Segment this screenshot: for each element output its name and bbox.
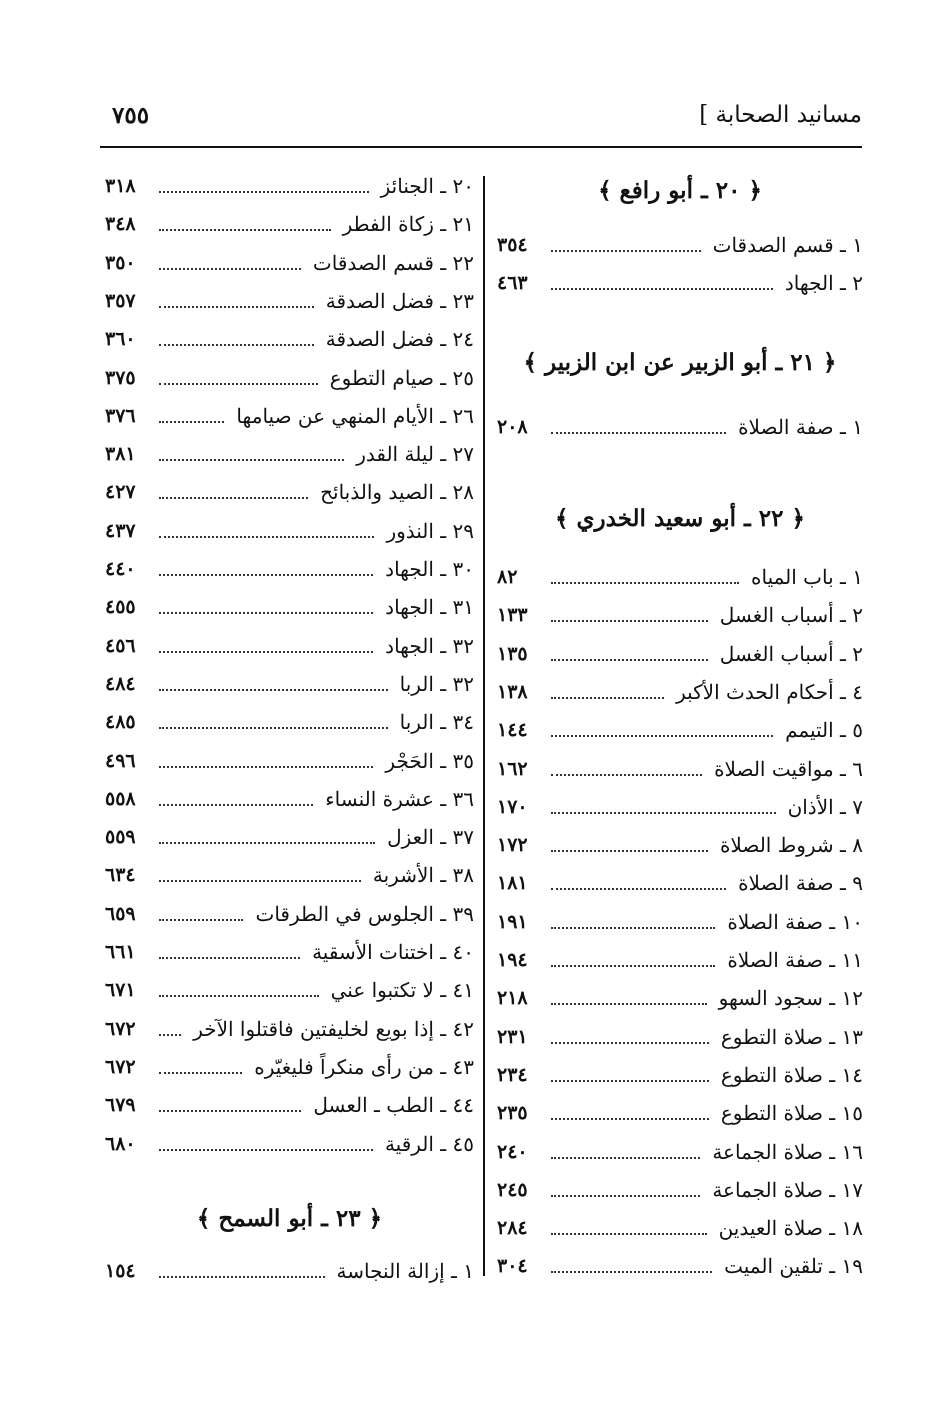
dot-leader	[551, 288, 773, 290]
entry-page-number: ٥٥٩	[105, 826, 136, 849]
entry-title: ٣٤ ـ الربا	[399, 710, 474, 735]
entry-page-number: ٦٥٩	[105, 902, 136, 925]
dot-leader	[159, 268, 301, 270]
toc-entry	[497, 410, 863, 444]
toc-entry	[105, 169, 474, 203]
entry-page-number: ٢٣٤	[497, 1063, 528, 1086]
toc-entry	[105, 590, 474, 624]
dot-leader	[159, 957, 300, 959]
entry-page-number: ٤٥٦	[105, 634, 136, 657]
entry-title: ٣١ ـ الجهاد	[385, 595, 474, 620]
entry-title: ١ ـ باب المياه	[751, 565, 863, 589]
toc-entry	[105, 475, 474, 509]
entry-page-number: ٣٠٤	[497, 1255, 528, 1278]
entry-title: ١ ـ قسم الصدقات	[712, 233, 863, 257]
dot-leader	[159, 919, 243, 921]
entry-page-number: ١٩١	[497, 910, 528, 933]
dot-leader	[551, 1042, 709, 1044]
entry-page-number: ٦٧٢	[105, 1017, 136, 1040]
toc-entry	[497, 1096, 863, 1130]
dot-leader	[159, 727, 388, 729]
entry-title: ١٨ ـ صلاة العيدين	[718, 1216, 863, 1241]
entry-title: ٢٨ ـ الصيد والذبائح	[320, 480, 474, 505]
dot-leader	[159, 842, 375, 844]
entry-page-number: ٣٧٥	[105, 366, 136, 389]
entry-page-number: ٣١٨	[105, 175, 136, 197]
entry-title: ٢٠ ـ الجنائز	[380, 174, 474, 198]
dot-leader	[551, 812, 776, 814]
entry-page-number: ١٧٠	[497, 795, 528, 818]
entry-page-number: ٤٤٠	[105, 558, 136, 580]
entry-page-number: ٣٥٤	[497, 234, 528, 256]
toc-entry	[105, 284, 474, 318]
entry-page-number: ٤٩٦	[105, 749, 136, 772]
dot-leader	[551, 250, 701, 252]
entry-title: ٢٧ ـ ليلة القدر	[356, 442, 474, 467]
dot-leader	[551, 1195, 700, 1197]
entry-page-number: ٣٤٨	[105, 213, 136, 236]
entry-title: ٤ ـ أحكام الحدث الأكبر	[676, 679, 863, 704]
entry-page-number: ١٥٤	[105, 1260, 136, 1282]
entry-page-number: ١٣٥	[497, 642, 528, 665]
toc-entry	[497, 790, 863, 824]
entry-title: ١٢ ـ سجود السهو	[718, 986, 863, 1011]
entry-page-number: ٣٥٧	[105, 289, 136, 312]
toc-entry	[105, 935, 474, 969]
dot-leader	[551, 1118, 709, 1120]
entry-page-number: ٢٨٤	[497, 1217, 528, 1240]
dot-leader	[159, 766, 373, 768]
header-rule	[100, 146, 862, 148]
toc-entry	[105, 973, 474, 1007]
entry-page-number: ٤٨٥	[105, 711, 136, 734]
entry-page-number: ٣٥٠	[105, 251, 136, 274]
entry-page-number: ١٦٢	[497, 757, 528, 780]
dot-leader	[551, 1157, 700, 1159]
toc-entry	[105, 897, 474, 931]
section-heading: ﴿ ٢١ ـ أبو الزبير عن ابن الزبير ﴾	[523, 348, 837, 376]
toc-entry	[105, 1127, 474, 1161]
entry-page-number: ١٧٢	[497, 834, 528, 857]
entry-title: ٣٦ ـ عشرة النساء	[325, 786, 474, 811]
entry-page-number: ١٩٤	[497, 949, 528, 971]
entry-page-number: ٣٦٠	[105, 328, 136, 351]
dot-leader	[551, 774, 702, 776]
entry-title: ٢٢ ـ قسم الصدقات	[312, 250, 474, 275]
entry-page-number: ٢١٨	[497, 987, 528, 1010]
toc-entry	[497, 560, 863, 594]
dot-leader	[159, 995, 319, 997]
entry-title: ٩ ـ صفة الصلاة	[738, 871, 863, 896]
entry-title: ٢١ ـ زكاة الفطر	[342, 212, 474, 237]
toc-entry	[497, 598, 863, 632]
dot-leader	[159, 880, 361, 882]
dot-leader	[159, 229, 331, 231]
toc-entry	[105, 858, 474, 892]
dot-leader	[551, 659, 708, 661]
toc-entry	[497, 1135, 863, 1169]
dot-leader	[159, 804, 313, 806]
entry-title: ٣٠ ـ الجهاد	[385, 557, 474, 581]
entry-title: ٤٠ ـ اختنات الأسقية	[312, 940, 474, 964]
entry-title: ١ ـ إزالة النجاسة	[336, 1259, 474, 1283]
entry-title: ٢٤ ـ فضل الصدقة	[325, 327, 474, 352]
toc-entry	[105, 552, 474, 586]
section-heading: ﴿ ٢٢ ـ أبو سعيد الخدري ﴾	[555, 504, 805, 532]
entry-page-number: ٦٧١	[105, 979, 136, 1002]
dot-leader	[159, 689, 388, 691]
entry-page-number: ٦٣٤	[105, 864, 136, 887]
entry-page-number: ٣٧٦	[105, 404, 136, 427]
entry-title: ٣٢ ـ الجهاد	[385, 633, 474, 658]
entry-page-number: ٤٢٧	[105, 481, 136, 504]
toc-entry	[497, 1173, 863, 1207]
toc-entry	[105, 1088, 474, 1122]
entry-title: ٤١ ـ لا تكتبوا عني	[330, 978, 474, 1003]
toc-entry	[105, 246, 474, 280]
entry-title: ١١ ـ صفة الصلاة	[727, 948, 863, 972]
entry-page-number: ٢٣١	[497, 1025, 528, 1048]
entry-page-number: ٦٦١	[105, 941, 136, 963]
dot-leader	[159, 1072, 242, 1074]
page-header	[100, 96, 862, 142]
dot-leader	[159, 459, 344, 461]
entry-page-number: ٢٤٥	[497, 1178, 528, 1201]
toc-entry	[105, 437, 474, 471]
dot-leader	[159, 1110, 301, 1112]
entry-title: ٢ ـ أسباب الغسل	[719, 603, 863, 628]
entry-title: ١ ـ صفة الصلاة	[738, 415, 863, 439]
toc-entry	[497, 637, 863, 671]
toc-entry	[105, 1050, 474, 1084]
entry-title: ٢٥ ـ صيام التطوع	[329, 365, 474, 390]
section-heading: ﴿ ٢٠ ـ أبو رافع ﴾	[598, 176, 762, 204]
entry-page-number: ٥٥٨	[105, 787, 136, 810]
entry-title: ١٤ ـ صلاة التطوع	[720, 1062, 863, 1087]
dot-leader	[551, 1080, 709, 1082]
entry-title: ٦ ـ مواقيت الصلاة	[714, 756, 863, 781]
entry-title: ٣٥ ـ الحَجْر	[385, 748, 474, 773]
page-number: ٧٥٥	[112, 102, 150, 129]
toc-entry	[105, 207, 474, 241]
dot-leader	[551, 1233, 707, 1235]
entry-title: ٤٣ ـ من رأى منكراً فليغيّره	[254, 1054, 474, 1079]
dot-leader	[159, 421, 224, 423]
toc-entry	[497, 943, 863, 977]
dot-leader	[551, 432, 726, 434]
entry-page-number: ٦٧٢	[105, 1055, 136, 1078]
dot-leader	[159, 651, 373, 653]
toc-entry	[105, 361, 474, 395]
entry-page-number: ٢٤٠	[497, 1140, 528, 1163]
entry-title: ١٥ ـ صلاة التطوع	[720, 1101, 863, 1126]
entry-title: ٥ ـ التيمم	[785, 718, 863, 743]
entry-title: ٤٥ ـ الرقية	[384, 1131, 474, 1156]
entry-title: ٢٦ ـ الأيام المنهي عن صيامها	[236, 403, 474, 428]
dot-leader	[159, 191, 369, 193]
entry-page-number: ٦٧٩	[105, 1094, 136, 1117]
toc-entry	[105, 705, 474, 739]
entry-page-number: ٦٨٠	[105, 1132, 136, 1155]
entry-title: ١٣ ـ صلاة التطوع	[720, 1024, 863, 1049]
entry-title: ٣٩ ـ الجلوس في الطرقات	[255, 901, 474, 926]
toc-entry	[497, 1249, 863, 1283]
section-heading: ﴿ ٢٣ ـ أبو السمح ﴾	[196, 1204, 383, 1232]
entry-title: ٣٨ ـ الأشربة	[372, 863, 474, 888]
entry-title: ٨ ـ شروط الصلاة	[719, 833, 863, 858]
dot-leader	[159, 344, 314, 346]
dot-leader	[159, 497, 308, 499]
entry-page-number: ١٤٤	[497, 719, 528, 742]
toc-entry	[497, 266, 863, 300]
dot-leader	[159, 574, 373, 576]
toc-entry	[105, 744, 474, 778]
toc-entry	[497, 1211, 863, 1245]
dot-leader	[551, 1271, 712, 1273]
toc-entry	[105, 514, 474, 548]
entry-title: ٤٤ ـ الطب ـ العسل	[313, 1093, 474, 1118]
entry-title: ٣٢ ـ الربا	[399, 671, 474, 696]
dot-leader	[551, 965, 715, 967]
entry-title: ٢ ـ أسباب الغسل	[719, 641, 863, 666]
dot-leader	[551, 927, 715, 929]
toc-entry	[105, 322, 474, 356]
toc-entry	[497, 981, 863, 1015]
column-divider	[483, 176, 485, 1276]
dot-leader	[551, 582, 739, 584]
entry-title: ٣٧ ـ العزل	[387, 825, 474, 850]
entry-page-number: ١٨١	[497, 872, 528, 895]
running-title: مسانيد الصحابة ]	[699, 102, 862, 128]
toc-entry	[497, 228, 863, 262]
toc-entry	[497, 713, 863, 747]
toc-entry	[105, 782, 474, 816]
toc-entry	[105, 629, 474, 663]
entry-title: ١٦ ـ صلاة الجماعة	[712, 1139, 863, 1164]
dot-leader	[159, 306, 314, 308]
entry-title: ٢٣ ـ فضل الصدقة	[325, 288, 474, 313]
entry-title: ٢ ـ الجهاد	[784, 271, 863, 296]
dot-leader	[551, 1003, 707, 1005]
dot-leader	[551, 735, 773, 737]
dot-leader	[551, 620, 708, 622]
toc-entry	[497, 1058, 863, 1092]
entry-title: ٢٩ ـ النذور	[386, 518, 474, 543]
dot-leader	[159, 1276, 325, 1278]
entry-page-number: ٤٨٤	[105, 672, 136, 695]
dot-leader	[551, 850, 708, 852]
dot-leader	[159, 1149, 373, 1151]
toc-entry	[497, 866, 863, 900]
dot-leader	[159, 612, 373, 614]
entry-page-number: ٣٨١	[105, 443, 136, 466]
entry-page-number: ١٣٣	[497, 604, 528, 627]
toc-entry	[105, 667, 474, 701]
entry-page-number: ٤٦٣	[497, 272, 528, 295]
toc-entry	[497, 1020, 863, 1054]
toc-entry	[105, 1012, 474, 1046]
entry-title: ٤٢ ـ إذا بويع لخليفتين فاقتلوا الآخر	[193, 1016, 474, 1041]
toc-entry	[497, 675, 863, 709]
entry-title: ٧ ـ الأذان	[787, 794, 863, 819]
entry-page-number: ٤٥٥	[105, 596, 136, 619]
toc-entry	[497, 752, 863, 786]
entry-title: ١٩ ـ تلقين الميت	[724, 1254, 863, 1279]
entry-page-number: ٨٢	[497, 566, 518, 588]
entry-page-number: ٢٠٨	[497, 416, 528, 438]
toc-entry	[105, 820, 474, 854]
toc-entry	[105, 399, 474, 433]
toc-entry	[497, 828, 863, 862]
dot-leader	[159, 383, 318, 385]
dot-leader	[551, 888, 726, 890]
dot-leader	[159, 1034, 181, 1036]
toc-entry	[105, 1254, 474, 1288]
entry-page-number: ١٣٨	[497, 680, 528, 703]
dot-leader	[551, 697, 664, 699]
entry-title: ١٧ ـ صلاة الجماعة	[712, 1177, 863, 1202]
entry-page-number: ٢٣٥	[497, 1102, 528, 1125]
toc-entry	[497, 905, 863, 939]
dot-leader	[159, 536, 374, 538]
entry-page-number: ٤٣٧	[105, 519, 136, 542]
entry-title: ١٠ ـ صفة الصلاة	[727, 909, 863, 934]
